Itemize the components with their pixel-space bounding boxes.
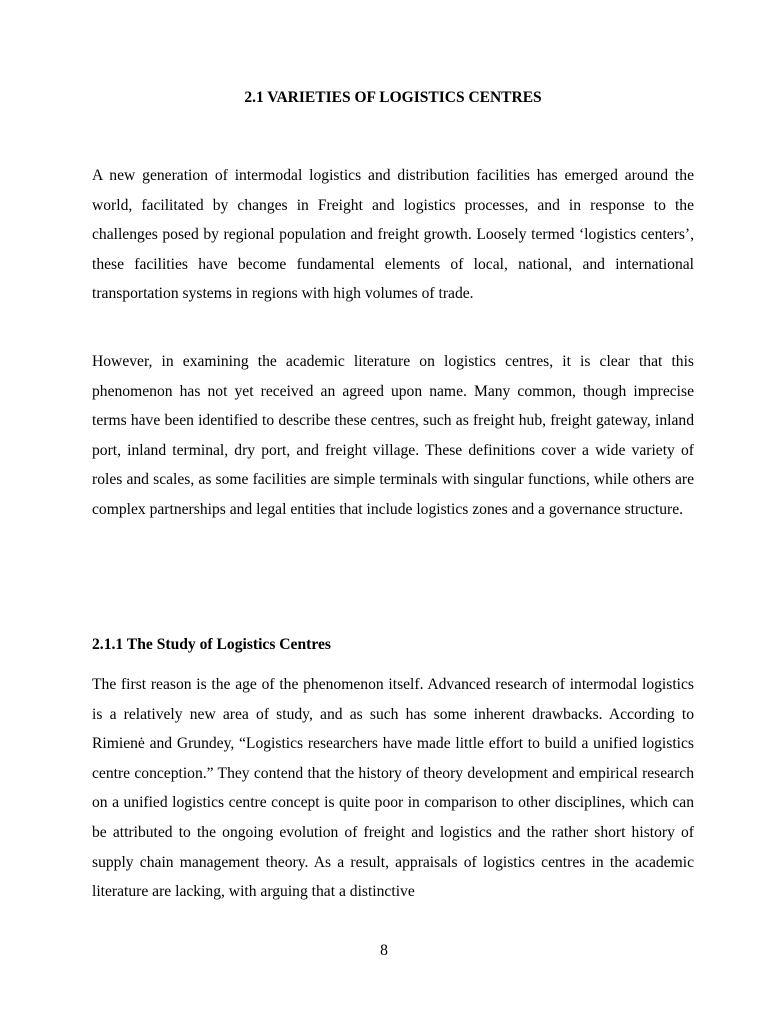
paragraph-study: The first reason is the age of the phenomenon itself. Advanced research of intermodal logistics is a relatively new area of study, and as such has some inherent drawbacks. According to Rimienė and Grundey, “Logistics researchers have made little effort to build a unified logistics centre conception.” They contend that the history of theory development and empirical research on a unified logistics centre concept is quite poor in comparison to other disciplines, which can be attributed to the ongoing evolution of freight and logistics and the rather short history of supply chain management theory. As a result, appraisals of logistics centres in the academic literature are lacking, with arguing that a distinctive	[92, 676, 694, 901]
subsection-title: 2.1.1 The Study of Logistics Centres	[92, 636, 331, 653]
paragraph-terminology: However, in examining the academic literature on logistics centres, it is clear that this phenomenon has not yet received an agreed upon name. Many common, though imprecise terms have been identified to describe these centres, such as freight hub, freight gateway, inland port, inland terminal, dry port, and freight village. These definitions cover a wide variety of roles and scales, as some facilities are simple terminals with singular functions, while others are complex partnerships and legal entities that include logistics zones and a governance structure.	[92, 353, 694, 518]
paragraph-intro: A new generation of intermodal logistics and distribution facilities has emerged around the world, facilitated by changes in Freight and logistics processes, and in response to the challenges posed by regional population and freight growth. Loosely termed ‘logistics centers’, these facilities have become fundamental elements of local, national, and international transportation systems in regions with high volumes of trade.	[92, 167, 694, 303]
section-title: 2.1 VARIETIES OF LOGISTICS CENTRES	[244, 89, 542, 106]
page-number: 8	[380, 942, 388, 959]
